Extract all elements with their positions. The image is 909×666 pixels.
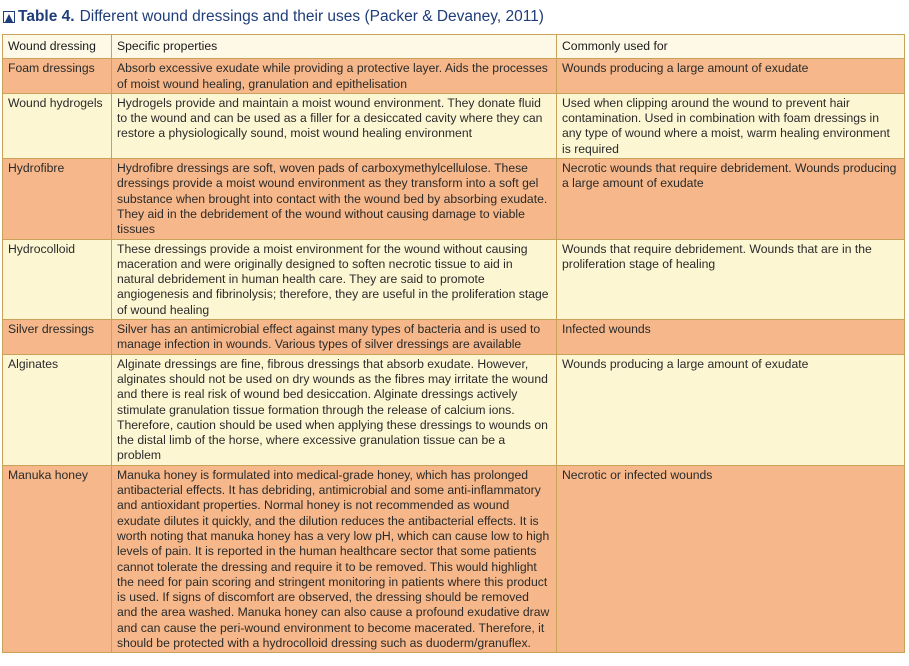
table-title: Different wound dressings and their uses (Packer & Devaney, 2011) [79, 8, 544, 25]
table-row [3, 239, 905, 319]
dressing-used-for: Necrotic wounds that require debridement. Wounds producing a large amount of exudate [557, 159, 905, 239]
table-row [3, 159, 905, 239]
dressing-name: Manuka honey [3, 465, 112, 653]
dressing-properties: Hydrogels provide and maintain a moist wound environment. They donate fluid to the wound and can be used as a filler for a desiccated cavity where they can restore a physiologically sound, moist wound healing environment [112, 93, 557, 158]
dressing-used-for: Wounds producing a large amount of exudate [557, 354, 905, 465]
table-row [3, 354, 905, 465]
dressing-properties: Alginate dressings are fine, fibrous dressings that absorb exudate. However, alginates should not be used on dry wounds as the fibres may irritate the wound and there is real risk of wound bed desiccation. Alginate dressings actively stimulate granulation tissue formation through the release of calcium ions. Therefore, caution should be used when applying these dressings to wounds on the distal limb of the horse, where excessive granulation tissue can be a problem [112, 354, 557, 465]
dressing-properties: Silver has an antimicrobial effect against many types of bacteria and is used to manage infection in wounds. Various types of silver dressings are available [112, 320, 557, 355]
table-row [3, 320, 905, 355]
table-row [3, 59, 905, 94]
table-number: Table 4. [18, 8, 75, 25]
dressing-name: Hydrocolloid [3, 239, 112, 319]
dressing-name: Hydrofibre [3, 159, 112, 239]
wound-dressings-table [2, 34, 905, 653]
dressing-used-for: Wounds producing a large amount of exudate [557, 59, 905, 94]
table-row [3, 465, 905, 653]
dressing-name: Wound hydrogels [3, 93, 112, 158]
dressing-name: Silver dressings [3, 320, 112, 355]
dressing-properties: These dressings provide a moist environment for the wound without causing maceration and were originally designed to soften necrotic tissue to aid in natural debridement in human health care. They are said to promote angiogenesis and fibrinolysis; therefore, they are useful in the proliferation stage of wound healing [112, 239, 557, 319]
dressing-used-for: Wounds that require debridement. Wounds that are in the proliferation stage of healing [557, 239, 905, 319]
header-commonly-used-for: Commonly used for [557, 35, 905, 59]
dressing-properties: Absorb excessive exudate while providing a protective layer. Aids the processes of moist wound healing, granulation and epithelisation [112, 59, 557, 94]
header-wound-dressing: Wound dressing [3, 35, 112, 59]
dressing-name: Alginates [3, 354, 112, 465]
dressing-properties: Manuka honey is formulated into medical-grade honey, which has prolonged antibacterial effects. It has debriding, antimicrobial and some anti-inflammatory and antioxidant properties. Normal honey is not recommended as wound exudate dilutes it quickly, and the dilution reduces the antibacterial effects. It is worth noting that manuka honey has a very low pH, which can cause low to high levels of pain. It is reported in the human healthcare sector that some patients cannot tolerate the dressing and require it to be removed. This would highlight the need for pain scoring and stringent monitoring in patients where this product is used. If signs of discomfort are observed, the dressing should be removed and the area washed. Manuka honey can also cause a profound exudative draw and can cause the peri-wound environment to become macerated. Therefore, it should be protected with a hydrocolloid dressing such as duoderm/granuflex. [112, 465, 557, 653]
header-specific-properties: Specific properties [112, 35, 557, 59]
triangle-icon [3, 11, 15, 23]
dressing-used-for: Infected wounds [557, 320, 905, 355]
header-row [3, 35, 905, 59]
dressing-used-for: Necrotic or infected wounds [557, 465, 905, 653]
dressing-used-for: Used when clipping around the wound to prevent hair contamination. Used in combination with foam dressings in any type of wound where a moist, warm healing environment is required [557, 93, 905, 158]
table-caption [3, 6, 544, 28]
dressing-name: Foam dressings [3, 59, 112, 94]
table-row [3, 93, 905, 158]
dressing-properties: Hydrofibre dressings are soft, woven pads of carboxymethylcellulose. These dressings provide a moist wound environment as they transform into a soft gel substance when brought into contact with the wound bed by absorbing exudate. They aid in the debridement of the wound without causing damage to viable tissues [112, 159, 557, 239]
